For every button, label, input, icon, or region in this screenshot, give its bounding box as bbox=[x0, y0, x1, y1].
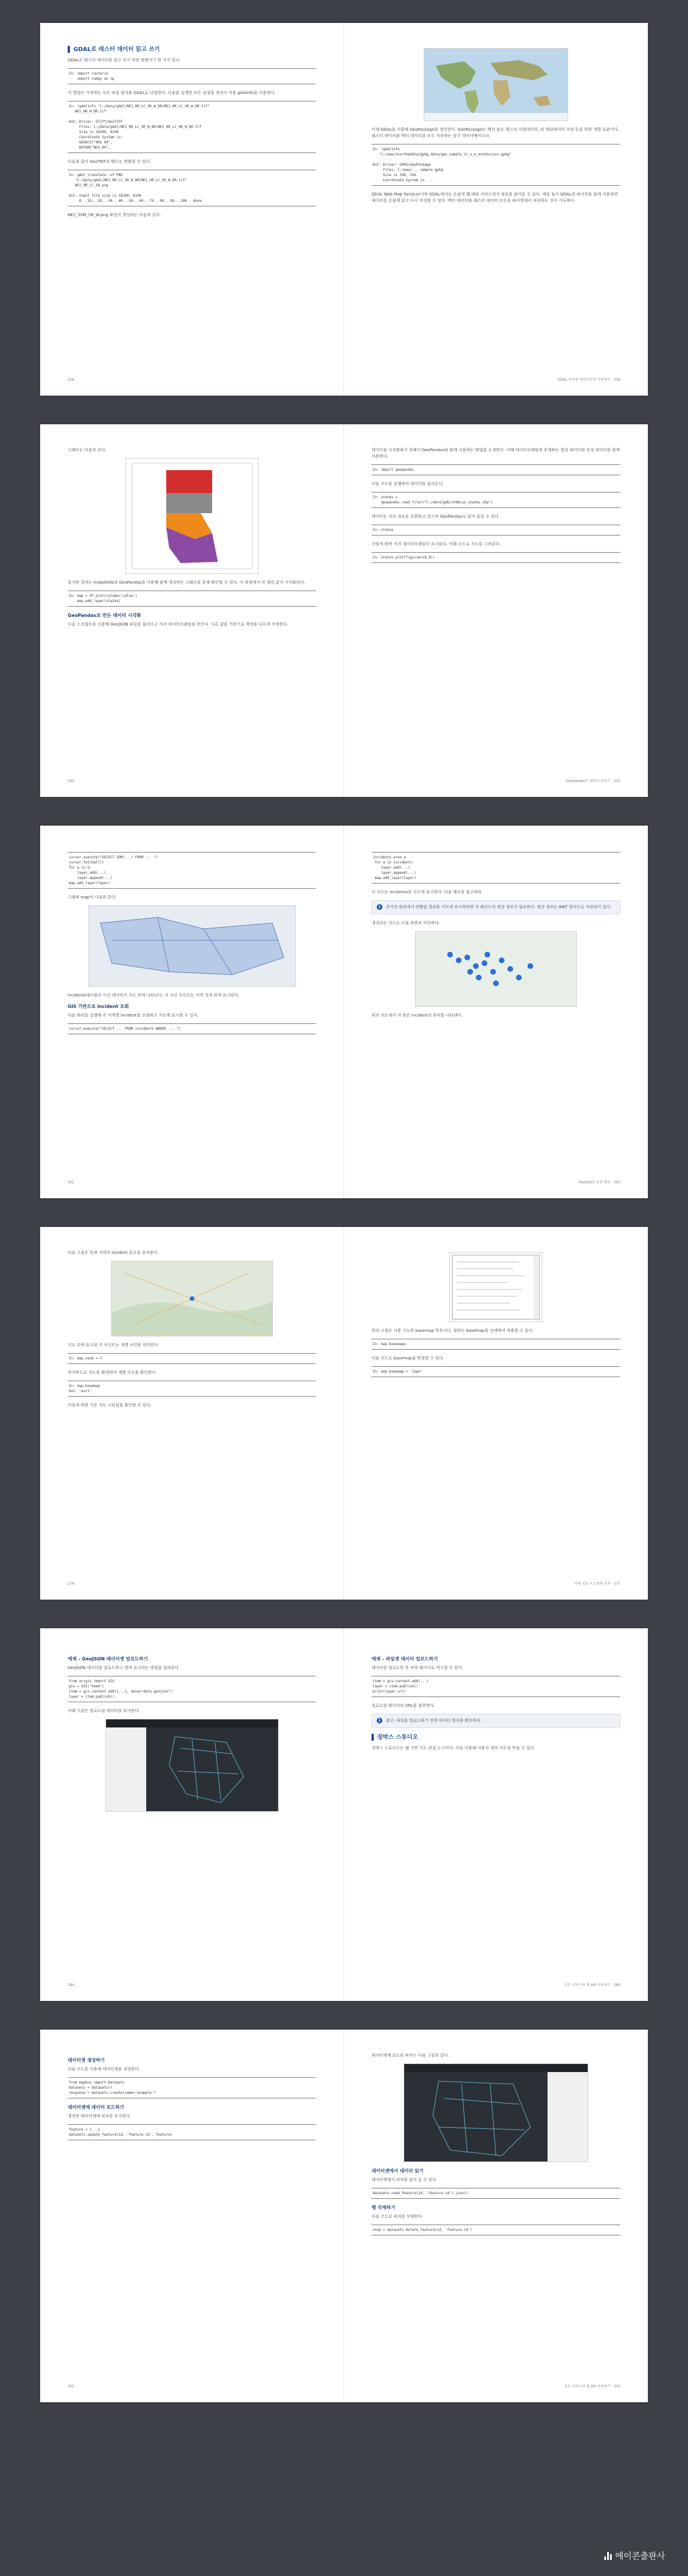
subheading: 예제 – GeoJSON 데이터셋 업로드하기 bbox=[68, 1656, 148, 1662]
note-box: i 주어진 쿼리에서 반환된 결과를 지도에 표시하려면 각 레코드의 형상 정보가 필요하다. 형상 정보는 WKT 형식으로 저장되어 있다. bbox=[372, 900, 620, 914]
incident-map-figure bbox=[88, 905, 296, 987]
page-spread bbox=[40, 23, 648, 396]
page-spread bbox=[40, 1628, 648, 2001]
paragraph: 이렇게 하면 지리 데이터프레임이 표시된다. 아래 코드로 지도를 그려본다. bbox=[372, 542, 501, 546]
page-number: 242 bbox=[68, 779, 75, 783]
code-block: In: map.zoom = 7 bbox=[68, 1353, 316, 1364]
code-block: In: map.basemap = 'topo' bbox=[372, 1366, 620, 1377]
paragraph: 다음 코드를 사용해 데이터셋을 생성한다. bbox=[68, 2067, 140, 2071]
code-block: feature = {...} datasets.update_feature(id, 'feature-id', feature) bbox=[68, 2124, 316, 2140]
paragraph: 이렇게 하면 기본 지도 스타일을 확인할 수 있다. bbox=[68, 1403, 152, 1408]
paragraph: 이제 GDAL을 사용해 GeoPackage를 생성한다. GeoPackage는 벡터 또는 래스터 지형데이터, 타 메타데이터 저장 등을 위한 개방 표준이다. 래스터 데이터와 벡터 데이터를 모두 저장하는 공간 데이터베이스다. bbox=[372, 127, 619, 138]
right-page bbox=[344, 1628, 648, 2001]
paragraph: 그래픽 map이 다음과 같다. bbox=[68, 895, 117, 900]
right-page bbox=[344, 424, 648, 797]
code-block: In: import geopandas bbox=[372, 464, 620, 475]
code-block: In: !gdalinfo "C:/data/gdal/NE1_HR_LC_SR_W_DR/NE1_HR_LC_SR_W_DR.tif" NE1_HR_W_DR.tif Out: Driver: GTiff/GeoTIFF Files: C:/data/gdal/NE1_HR_LC_SR_W_DR/NE1_HR_LC_SR_W_DR.tif Size is 16200, 8100 Coordinate System is: GEOGCS["WGS 84", DATUM["WGS_84", bbox=[68, 101, 316, 153]
right-page bbox=[344, 1227, 648, 1600]
page-spread bbox=[40, 424, 648, 797]
code-block: In: states bbox=[372, 525, 620, 535]
page-number: 276 bbox=[68, 1582, 75, 1586]
paragraph: 다음 스크립트를 사용해 GeoJSON 파일을 불러오고 지리 데이터프레임을 만든다. 다른 값을 기준으로 색상을 다르게 지정한다. bbox=[68, 622, 288, 627]
subheading: 행 삭제하기 bbox=[372, 2205, 396, 2210]
code-block: from mapbox import Datasets datasets = Datasets() response = datasets.create(name='example') bbox=[68, 2077, 316, 2098]
page-spread bbox=[40, 826, 648, 1198]
basemap-list-figure bbox=[449, 1252, 542, 1322]
paragraph: 장박스 스튜디오는 웹 기반 지도 편집 도구이다. 이를 이용해 사용자 정의 지도를 만들 수 있다. bbox=[372, 1746, 535, 1750]
paragraph: 생성한 데이터셋에 피처를 추가한다. bbox=[68, 2114, 131, 2118]
paragraph: 데이터를 업로드한 후 피처 레이어로 게시할 수 있다. bbox=[372, 1666, 463, 1670]
subheading: GIS 기반으로 incident 조회 bbox=[68, 1004, 129, 1009]
page-number: PostGIS와 공간 쿼리 · 263 bbox=[578, 1180, 620, 1185]
paragraph: 다음 코드로 basemap을 변경할 수 있다. bbox=[372, 1356, 444, 1361]
paragraph: 다음 코드를 실행하여 데이터를 불러온다. bbox=[372, 482, 444, 486]
left-page bbox=[40, 826, 344, 1198]
note-box: i 참고: 파일을 업로드하기 전에 데이터 형식을 확인하라. bbox=[372, 1714, 620, 1728]
code-block: resp = datasets.delete_feature(id, 'feature-id') bbox=[372, 2225, 620, 2235]
page-spread bbox=[40, 2030, 648, 2402]
publisher-name: 에이콘출판사 bbox=[615, 2551, 665, 2561]
publisher-logo bbox=[604, 2550, 665, 2562]
paragraph: 분석한 결과는 matplotlib과 GeoPandas를 사용해 함께 생성하는 그래프를 통해 확인할 수 있다. 이 과정에서 각 셀의 값이 시각화된다. bbox=[68, 580, 306, 585]
paragraph: 다음 그림은 특정 지역의 incident 분포를 보여준다. bbox=[68, 1250, 159, 1255]
page-number: GDAL 파이썬 라이브러리 사용하기 · 229 bbox=[557, 378, 620, 382]
paragraph: 이 코드는 incidents를 지도에 표시한다. 다음 메모를 참고하라. bbox=[372, 890, 483, 894]
logo-mark-icon bbox=[604, 2552, 612, 2560]
code-block: cursor.execute("SELECT SUM(...) FROM ... ") cursor.fetchall() for a in b: layer.add(...) layer.append(...) map.add_layer(layer) bbox=[68, 852, 316, 889]
code-block: In: map.basemaps bbox=[372, 1339, 620, 1350]
paragraph: 데이터셋에 로드된 피처는 다음 그림과 같다. bbox=[372, 2053, 449, 2058]
paragraph: 데이터는 지리 정보를 포함하고 있으며 GeoPandas로 읽어 들일 수 있다. bbox=[372, 514, 500, 519]
paragraph: 다음 코드로 피처를 삭제한다. bbox=[372, 2214, 424, 2219]
code-block: cursor.execute("SELECT ... FROM incidents WHERE ... ") bbox=[68, 1023, 316, 1034]
page-number: GeoPandas로 데이터 다루기 · 243 bbox=[565, 779, 620, 783]
left-page bbox=[40, 1227, 344, 1600]
paragraph: 아래 그림은 업로드된 데이터를 보여준다. bbox=[68, 1709, 140, 1713]
subheading: 예제 – 파일셋 데이터 업로드하기 bbox=[372, 1656, 438, 1662]
webmap-screenshot bbox=[105, 1719, 279, 1812]
paragraph: GDAL Web Map Service(이하 GDAL에서는 손쉽게 웹 매핑 서비스에서 정보를 읽어올 수 있다. 예를 들어 GDAL과 파이썬을 함께 사용하면 데이터를 손쉽게 읽고 다시 작성할 수 있다. 벡터 데이터와 래스터 데이터 모두를 파이썬에서 처리하는 것이 가능하다. bbox=[372, 192, 618, 203]
page-number: 지도 서비스와 웹 API 사용하기 · 285 bbox=[564, 1983, 620, 1987]
paragraph: 다음과 같이 GeoTIFF의 밴드는 변환할 수 있다. bbox=[68, 159, 151, 164]
page-spread bbox=[40, 1227, 648, 1600]
paragraph: 데이터셋에서 피처를 읽어 올 수 있다. bbox=[372, 2178, 437, 2182]
paragraph: 업로드된 레이어의 URL을 출력한다. bbox=[372, 1703, 435, 1708]
page-number: 262 bbox=[68, 1180, 75, 1185]
paragraph: 생성되는 지도는 다음 화면과 비슷하다. bbox=[372, 921, 440, 925]
left-page bbox=[40, 23, 344, 396]
cluster-map-figure bbox=[415, 931, 577, 1007]
subheading: GeoPandas로 만든 데이터 시각화 bbox=[68, 613, 142, 618]
section-title: 장박스 스튜디오 bbox=[372, 1734, 620, 1741]
left-page bbox=[40, 1628, 344, 2001]
paragraph: 다음 쿼리를 실행해 각 지역별 incident를 조회하고 지도에 표시할 수 있다. bbox=[68, 1013, 199, 1018]
code-block: In: map = df.plot(column='value') map.add_layer(states) bbox=[68, 591, 316, 607]
subheading: 데이터셋에 데이터 로드하기 bbox=[68, 2105, 124, 2110]
code-block: In: states = geopandas.read_file(r"C:/data/gdb/ch08/us_states.shp") bbox=[372, 492, 620, 508]
page-number: 302 bbox=[68, 2385, 75, 2389]
code-block: item = gis.content.add(...) layer = item.publish() print(layer.url) bbox=[372, 1676, 620, 1697]
right-page bbox=[344, 23, 648, 396]
paragraph: 지도 위에 표시된 각 포인트는 개별 사건을 의미한다. bbox=[68, 1343, 159, 1347]
page-number: 228 bbox=[68, 378, 75, 382]
page-number: 지도 서비스와 웹 API 사용하기 · 303 bbox=[564, 2385, 620, 2389]
code-block: In: states.plot(figsize=(8,8)) bbox=[372, 552, 620, 563]
paragraph: 데이터를 시각화하기 위해서 GeoPandas와 함께 사용하는 방법을 소개한다. 이때 데이터프레임에 존재하는 형상 데이터와 속성 데이터를 함께 사용한다. bbox=[372, 448, 620, 459]
info-icon: i bbox=[377, 904, 382, 910]
left-page bbox=[40, 2030, 344, 2402]
code-block: In: map.basemap Out: 'esri' bbox=[68, 1381, 316, 1397]
code-block: incidents area_a for a in incidents: layer.add(...) layer.append(...) map.add_layer(layer) bbox=[372, 852, 620, 884]
states-map-figure bbox=[126, 458, 259, 574]
paragraph: GDAL은 래스터 데이터를 읽고 쓰기 위한 방법이기 한 가지 있다. bbox=[68, 58, 181, 62]
dataset-screenshot bbox=[404, 2063, 588, 2162]
info-icon: i bbox=[377, 1718, 382, 1723]
paragraph: NE1_50M_SR_W.png 파일이 생성되는 다음과 같다. bbox=[68, 213, 161, 217]
paragraph: 마지막으로 지도를 확대하여 개별 사건을 확인한다. bbox=[68, 1370, 157, 1375]
code-block: In: !gdalinfo "C:/www/overthedata/gpkg_data/geo_sample_it_s_m_extensions.gpkg" Out: Driver: GPKG/GeoPackage Files: C:/www/... sample.gpkg Size is 256, 256 Coordinate System is: ... bbox=[372, 144, 620, 186]
left-page bbox=[40, 424, 344, 797]
code-block: In: gdal_translate -of PNG "C:/data/gdal/NE1_HR_LC_SR_W_DR/NE1_HR_LC_SR_W_DR.tif" NE1_HR_LC_SR.png Out: Input file size is 16200, 8100 0...10...20...30...40...50...60...70...80...90...100 - done. bbox=[68, 170, 316, 206]
right-page bbox=[344, 2030, 648, 2402]
paragraph: 위의 그림은 사용 가능한 basemap 목록이다. 원하는 basemap을 선택하여 적용할 수 있다. bbox=[372, 1328, 534, 1333]
paragraph: GeoJSON 데이터를 업로드하고 맵에 표시하는 방법을 살펴본다. bbox=[68, 1666, 180, 1670]
world-map-figure bbox=[424, 48, 568, 121]
section-title: GDAL로 래스터 데이터 읽고 쓰기 bbox=[68, 46, 316, 53]
code-block: datasets.read_feature(id, 'feature-id').json() bbox=[372, 2188, 620, 2199]
page-number: 지리 정보 시스템과 분석 · 277 bbox=[574, 1582, 620, 1586]
terrain-map-figure bbox=[111, 1261, 273, 1336]
paragraph: incidents테이블의 사건 데이터가 지도 위에 나타난다. 각 사건 포인트는 지역 경계 위에 표시된다. bbox=[68, 993, 240, 998]
code-block: In: import rasterio import numpy as np bbox=[68, 68, 316, 84]
page-number: 284 bbox=[68, 1983, 75, 1987]
right-page bbox=[344, 826, 648, 1198]
code-block: from arcgis import GIS gis = GIS("home") item = gis.content.add({...}, data="data.geojson") layer = item.publish() bbox=[68, 1676, 316, 1702]
paragraph: 위의 지도에서 각 원은 incident의 위치를 나타낸다. bbox=[372, 1013, 463, 1018]
paragraph: 그래프는 다음과 같다. bbox=[68, 448, 107, 452]
paragraph: 이 명령은 가장하는 모든 파일 형식을 GDAL로 나열한다. 다음을 실행한 모든 설정을 정리이 사용 gdalinfo를 사용한다. bbox=[68, 91, 276, 95]
subheading: 데이터셋 생성하기 bbox=[68, 2058, 105, 2063]
subheading: 데이터셋에서 데이터 읽기 bbox=[372, 2168, 424, 2174]
